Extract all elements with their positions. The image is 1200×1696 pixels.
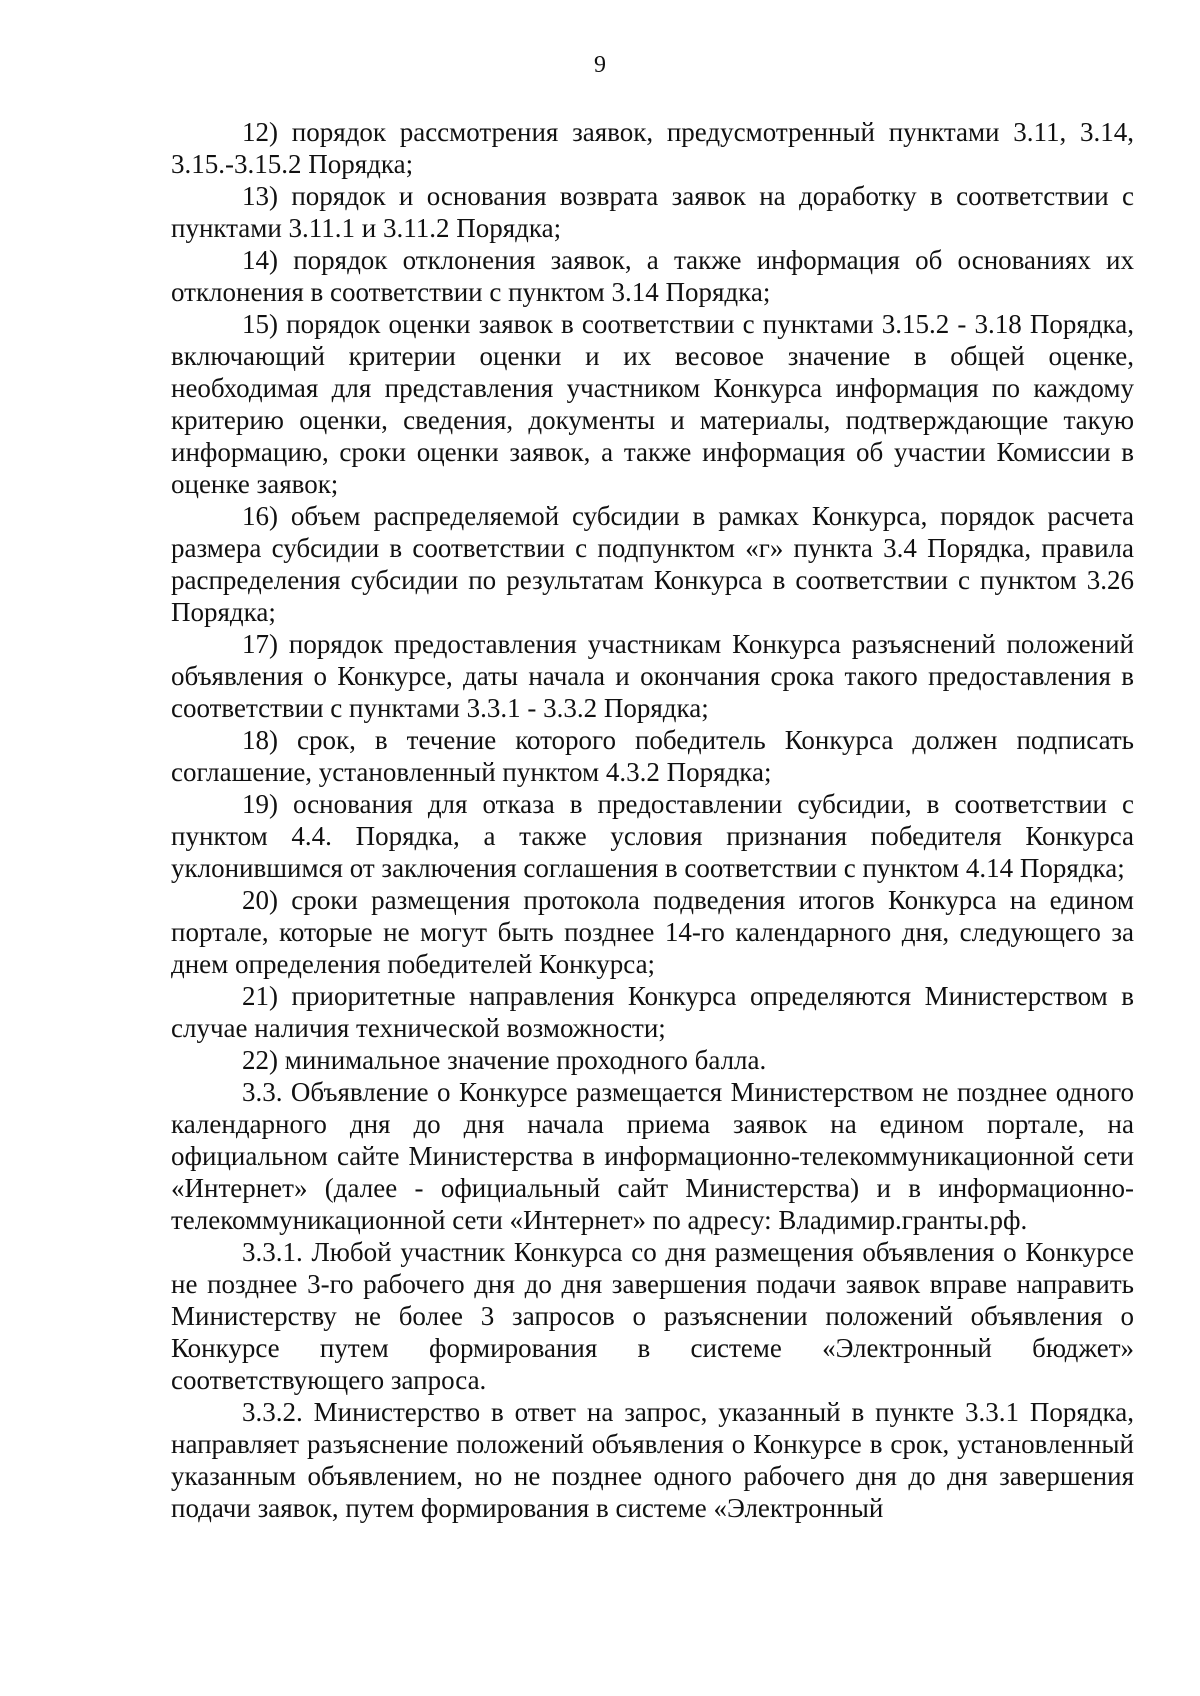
paragraph-section-3-3-2: 3.3.2. Министерство в ответ на запрос, указанный в пункте 3.3.1 Порядка, направляет разъяснение положений объявления о Конкурсе в срок, установленный указанным объявлением, но не позднее одного рабочего дня до дня завершения подачи заявок, путем формирования в системе «Электронный	[171, 1397, 1134, 1523]
paragraph-section-3-3-1: 3.3.1. Любой участник Конкурса со дня размещения объявления о Конкурсе не позднее 3-го рабочего дня до дня завершения подачи заявок вправе направить Министерству не более 3 запросов о разъяснении положений объявления о Конкурсе путем формирования в системе «Электронный бюджет» соответствующего запроса.	[171, 1237, 1134, 1395]
paragraph-item-13: 13) порядок и основания возврата заявок на доработку в соответствии с пунктами 3.11.1 и 3.11.2 Порядка;	[171, 181, 1134, 243]
paragraph-item-21: 21) приоритетные направления Конкурса определяются Министерством в случае наличия технической возможности;	[171, 981, 1134, 1043]
paragraph-item-19: 19) основания для отказа в предоставлении субсидии, в соответствии с пунктом 4.4. Порядка, а также условия признания победителя Конкурса уклонившимся от заключения соглашения в соответствии с пунктом 4.14 Порядка;	[171, 789, 1134, 883]
paragraph-item-12: 12) порядок рассмотрения заявок, предусмотренный пунктами 3.11, 3.14, 3.15.-3.15.2 Порядка;	[171, 117, 1134, 179]
document-body	[171, 116, 1134, 1524]
paragraph-section-3-3: 3.3. Объявление о Конкурсе размещается Министерством не позднее одного календарного дня до дня начала приема заявок на едином портале, на официальном сайте Министерства в информационно-телекоммуникационной сети «Интернет» (далее - официальный сайт Министерства) и в информационно-телекоммуникационной сети «Интернет» по адресу: Владимир.гранты.рф.	[171, 1077, 1134, 1235]
paragraph-item-14: 14) порядок отклонения заявок, а также информация об основаниях их отклонения в соответствии с пунктом 3.14 Порядка;	[171, 245, 1134, 307]
paragraph-item-16: 16) объем распределяемой субсидии в рамках Конкурса, порядок расчета размера субсидии в соответствии с подпунктом «г» пункта 3.4 Порядка, правила распределения субсидии по результатам Конкурса в соответствии с пунктом 3.26 Порядка;	[171, 501, 1134, 627]
paragraph-item-17: 17) порядок предоставления участникам Конкурса разъяснений положений объявления о Конкурсе, даты начала и окончания срока такого предоставления в соответствии с пунктами 3.3.1 - 3.3.2 Порядка;	[171, 629, 1134, 723]
paragraph-item-20: 20) сроки размещения протокола подведения итогов Конкурса на едином портале, которые не могут быть позднее 14-го календарного дня, следующего за днем определения победителей Конкурса;	[171, 885, 1134, 979]
page-number: 9	[594, 52, 606, 78]
paragraph-item-22: 22) минимальное значение проходного балла.	[242, 1045, 767, 1075]
paragraph-item-18: 18) срок, в течение которого победитель Конкурса должен подписать соглашение, установленный пунктом 4.3.2 Порядка;	[171, 725, 1134, 787]
paragraph-item-15: 15) порядок оценки заявок в соответствии с пунктами 3.15.2 - 3.18 Порядка, включающий критерии оценки и их весовое значение в общей оценке, необходимая для представления участником Конкурса информация по каждому критерию оценки, сведения, документы и материалы, подтверждающие такую информацию, сроки оценки заявок, а также информация об участии Комиссии в оценке заявок;	[171, 309, 1134, 499]
